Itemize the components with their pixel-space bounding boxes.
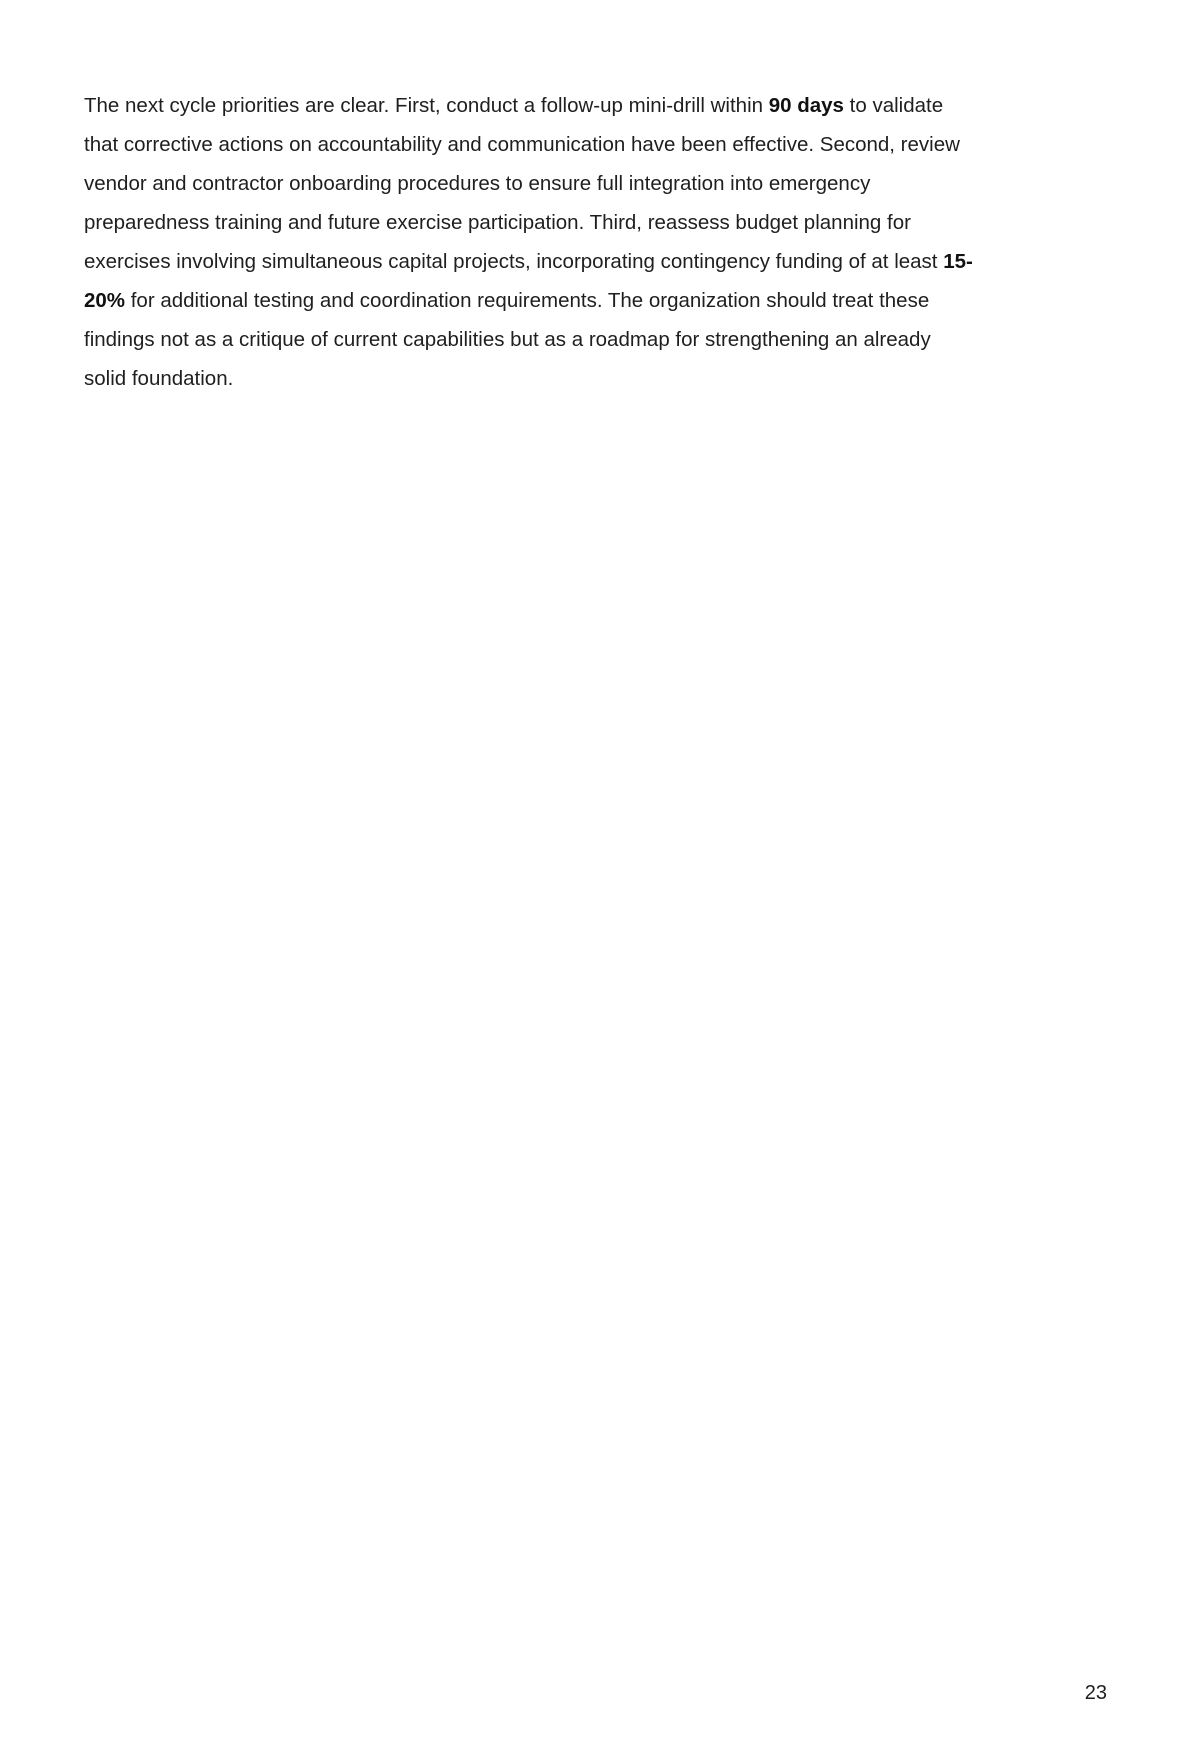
paragraph-text: that corrective actions on accountability and communication have been effective. Second, review <box>84 133 960 156</box>
paragraph-line <box>84 203 1084 242</box>
page-number: 23 <box>1084 1682 1107 1704</box>
paragraph-text: to validate <box>843 94 944 117</box>
paragraph-line <box>84 320 1084 359</box>
emphasis-text: 15- <box>943 250 973 273</box>
paragraph-text: for additional testing and coordination requirements. The organization should treat these <box>125 289 930 312</box>
body-paragraph <box>84 86 1084 398</box>
paragraph-line <box>84 359 1084 398</box>
paragraph-text: exercises involving simultaneous capital projects, incorporating contingency funding of at least <box>84 250 944 273</box>
paragraph-line <box>84 242 1084 281</box>
paragraph-line <box>84 86 1084 125</box>
emphasis-text: 90 days <box>768 94 844 117</box>
paragraph-text: preparedness training and future exercise participation. Third, reassess budget planning for <box>84 211 911 234</box>
paragraph-line <box>84 281 1084 320</box>
paragraph-line <box>84 164 1084 203</box>
emphasis-text: 20% <box>84 289 126 312</box>
paragraph-line <box>84 125 1084 164</box>
paragraph-text: The next cycle priorities are clear. First, conduct a follow-up mini-drill within <box>84 94 769 117</box>
paragraph-text: vendor and contractor onboarding procedures to ensure full integration into emergency <box>84 172 871 195</box>
paragraph-text: solid foundation. <box>84 367 234 390</box>
paragraph-text: findings not as a critique of current capabilities but as a roadmap for strengthening an already <box>84 328 931 351</box>
